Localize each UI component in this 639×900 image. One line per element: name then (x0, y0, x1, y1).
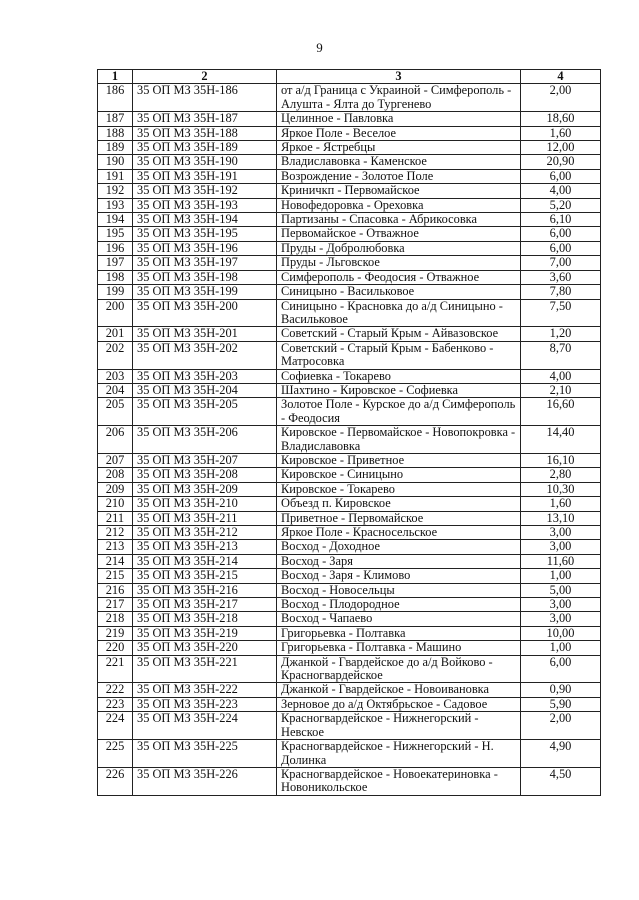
road-code: 35 ОП МЗ 35Н-190 (133, 155, 277, 169)
road-length: 2,10 (521, 383, 601, 397)
road-code: 35 ОП МЗ 35Н-226 (133, 767, 277, 795)
road-code: 35 ОП МЗ 35Н-194 (133, 213, 277, 227)
table-row (98, 227, 601, 241)
road-name: Яркое - Ястребцы (277, 141, 521, 155)
table-row (98, 683, 601, 697)
road-name: Партизаны - Спасовка - Абрикосовка (277, 213, 521, 227)
road-length: 16,60 (521, 398, 601, 426)
road-length: 11,60 (521, 554, 601, 568)
road-code: 35 ОП МЗ 35Н-186 (133, 84, 277, 112)
road-length: 3,00 (521, 598, 601, 612)
road-name: Восход - Плодородное (277, 598, 521, 612)
road-name: Восход - Заря - Климово (277, 569, 521, 583)
road-code: 35 ОП МЗ 35Н-200 (133, 299, 277, 327)
road-name: Синицыно - Васильковое (277, 285, 521, 299)
table-row (98, 468, 601, 482)
table-row (98, 497, 601, 511)
table-row (98, 641, 601, 655)
table-row (98, 184, 601, 198)
road-length: 4,00 (521, 184, 601, 198)
row-number: 195 (98, 227, 133, 241)
road-code: 35 ОП МЗ 35Н-209 (133, 482, 277, 496)
header-col-3: 3 (277, 70, 521, 84)
table-row (98, 554, 601, 568)
table-row (98, 398, 601, 426)
header-col-4: 4 (521, 70, 601, 84)
table-row (98, 583, 601, 597)
row-number: 221 (98, 655, 133, 683)
row-number: 193 (98, 198, 133, 212)
row-number: 188 (98, 126, 133, 140)
table-row (98, 299, 601, 327)
road-code: 35 ОП МЗ 35Н-213 (133, 540, 277, 554)
road-code: 35 ОП МЗ 35Н-189 (133, 141, 277, 155)
road-name: Кировское - Токарево (277, 482, 521, 496)
road-code: 35 ОП МЗ 35Н-219 (133, 626, 277, 640)
road-length: 0,90 (521, 683, 601, 697)
road-length: 6,00 (521, 169, 601, 183)
road-code: 35 ОП МЗ 35Н-201 (133, 327, 277, 341)
road-name: Григорьевка - Полтавка - Машино (277, 641, 521, 655)
road-length: 3,00 (521, 612, 601, 626)
road-code: 35 ОП МЗ 35Н-202 (133, 341, 277, 369)
road-code: 35 ОП МЗ 35Н-206 (133, 426, 277, 454)
road-length: 1,20 (521, 327, 601, 341)
row-number: 192 (98, 184, 133, 198)
road-code: 35 ОП МЗ 35Н-207 (133, 453, 277, 467)
road-code: 35 ОП МЗ 35Н-222 (133, 683, 277, 697)
road-length: 1,00 (521, 569, 601, 583)
road-name: от а/д Граница с Украиной - Симферополь - Алушта - Ялта до Тургенево (277, 84, 521, 112)
table-row (98, 626, 601, 640)
table-row (98, 341, 601, 369)
row-number: 220 (98, 641, 133, 655)
road-name: Яркое Поле - Красносельское (277, 526, 521, 540)
road-length: 3,00 (521, 526, 601, 540)
road-name: Советский - Старый Крым - Бабенково - Матросовка (277, 341, 521, 369)
table-row (98, 740, 601, 768)
road-code: 35 ОП МЗ 35Н-210 (133, 497, 277, 511)
table-row (98, 526, 601, 540)
road-code: 35 ОП МЗ 35Н-193 (133, 198, 277, 212)
road-name: Джанкой - Гвардейское до а/д Войково - Красногвардейское (277, 655, 521, 683)
road-name: Криничкп - Первомайское (277, 184, 521, 198)
row-number: 191 (98, 169, 133, 183)
road-name: Восход - Чапаево (277, 612, 521, 626)
road-code: 35 ОП МЗ 35Н-203 (133, 369, 277, 383)
table-row (98, 155, 601, 169)
road-code: 35 ОП МЗ 35Н-196 (133, 241, 277, 255)
table-row (98, 112, 601, 126)
table-row (98, 767, 601, 795)
road-length: 4,50 (521, 767, 601, 795)
row-number: 207 (98, 453, 133, 467)
row-number: 204 (98, 383, 133, 397)
row-number: 196 (98, 241, 133, 255)
road-name: Восход - Доходное (277, 540, 521, 554)
row-number: 218 (98, 612, 133, 626)
road-name: Яркое Поле - Веселое (277, 126, 521, 140)
row-number: 214 (98, 554, 133, 568)
row-number: 206 (98, 426, 133, 454)
road-name: Пруды - Льговское (277, 256, 521, 270)
table-row (98, 612, 601, 626)
road-name: Кировское - Приветное (277, 453, 521, 467)
road-code: 35 ОП МЗ 35Н-218 (133, 612, 277, 626)
table-row (98, 426, 601, 454)
row-number: 222 (98, 683, 133, 697)
road-code: 35 ОП МЗ 35Н-220 (133, 641, 277, 655)
road-name: Красногвардейское - Нижнегорский - Невское (277, 712, 521, 740)
row-number: 223 (98, 697, 133, 711)
road-code: 35 ОП МЗ 35Н-198 (133, 270, 277, 284)
road-length: 10,30 (521, 482, 601, 496)
road-length: 7,00 (521, 256, 601, 270)
table-row (98, 569, 601, 583)
row-number: 197 (98, 256, 133, 270)
table-row (98, 540, 601, 554)
row-number: 213 (98, 540, 133, 554)
table-row (98, 169, 601, 183)
row-number: 202 (98, 341, 133, 369)
road-name: Софиевка - Токарево (277, 369, 521, 383)
table-row (98, 198, 601, 212)
road-length: 7,50 (521, 299, 601, 327)
road-code: 35 ОП МЗ 35Н-224 (133, 712, 277, 740)
table-row (98, 453, 601, 467)
road-code: 35 ОП МЗ 35Н-187 (133, 112, 277, 126)
row-number: 198 (98, 270, 133, 284)
page-number: 9 (316, 40, 323, 55)
row-number: 201 (98, 327, 133, 341)
row-number: 205 (98, 398, 133, 426)
table-row (98, 126, 601, 140)
road-code: 35 ОП МЗ 35Н-214 (133, 554, 277, 568)
roads-table (97, 69, 601, 796)
table-row (98, 256, 601, 270)
road-name: Синицыно - Красновка до а/д Синицыно - Васильковое (277, 299, 521, 327)
road-length: 1,00 (521, 641, 601, 655)
road-length: 5,00 (521, 583, 601, 597)
road-name: Первомайское - Отважное (277, 227, 521, 241)
table-row (98, 213, 601, 227)
road-length: 6,00 (521, 655, 601, 683)
road-name: Красногвардейское - Новоекатериновка - Новоникольское (277, 767, 521, 795)
table-row (98, 697, 601, 711)
header-col-1: 1 (98, 70, 133, 84)
road-length: 2,80 (521, 468, 601, 482)
row-number: 215 (98, 569, 133, 583)
road-length: 4,00 (521, 369, 601, 383)
row-number: 203 (98, 369, 133, 383)
road-code: 35 ОП МЗ 35Н-192 (133, 184, 277, 198)
road-length: 6,10 (521, 213, 601, 227)
road-code: 35 ОП МЗ 35Н-195 (133, 227, 277, 241)
table-row (98, 327, 601, 341)
row-number: 209 (98, 482, 133, 496)
road-length: 16,10 (521, 453, 601, 467)
road-name: Пруды - Добролюбовка (277, 241, 521, 255)
road-code: 35 ОП МЗ 35Н-205 (133, 398, 277, 426)
road-length: 5,20 (521, 198, 601, 212)
table-row (98, 84, 601, 112)
road-length: 2,00 (521, 84, 601, 112)
row-number: 225 (98, 740, 133, 768)
road-code: 35 ОП МЗ 35Н-215 (133, 569, 277, 583)
road-code: 35 ОП МЗ 35Н-223 (133, 697, 277, 711)
road-length: 20,90 (521, 155, 601, 169)
road-length: 13,10 (521, 511, 601, 525)
road-length: 10,00 (521, 626, 601, 640)
row-number: 194 (98, 213, 133, 227)
road-length: 7,80 (521, 285, 601, 299)
road-code: 35 ОП МЗ 35Н-191 (133, 169, 277, 183)
road-code: 35 ОП МЗ 35Н-204 (133, 383, 277, 397)
road-length: 14,40 (521, 426, 601, 454)
road-name: Возрождение - Золотое Поле (277, 169, 521, 183)
road-length: 2,00 (521, 712, 601, 740)
row-number: 219 (98, 626, 133, 640)
row-number: 217 (98, 598, 133, 612)
road-name: Приветное - Первомайское (277, 511, 521, 525)
row-number: 199 (98, 285, 133, 299)
road-name: Симферополь - Феодосия - Отважное (277, 270, 521, 284)
row-number: 200 (98, 299, 133, 327)
road-name: Объезд п. Кировское (277, 497, 521, 511)
row-number: 190 (98, 155, 133, 169)
road-name: Восход - Новосельцы (277, 583, 521, 597)
road-length: 12,00 (521, 141, 601, 155)
road-code: 35 ОП МЗ 35Н-225 (133, 740, 277, 768)
row-number: 187 (98, 112, 133, 126)
row-number: 208 (98, 468, 133, 482)
row-number: 186 (98, 84, 133, 112)
road-code: 35 ОП МЗ 35Н-208 (133, 468, 277, 482)
road-length: 18,60 (521, 112, 601, 126)
road-code: 35 ОП МЗ 35Н-188 (133, 126, 277, 140)
road-name: Зерновое до а/д Октябрьское - Садовое (277, 697, 521, 711)
table-row (98, 655, 601, 683)
road-name: Григорьевка - Полтавка (277, 626, 521, 640)
road-name: Кировское - Синицыно (277, 468, 521, 482)
road-length: 6,00 (521, 227, 601, 241)
table-row (98, 141, 601, 155)
table-body (98, 84, 601, 795)
table-row (98, 511, 601, 525)
row-number: 224 (98, 712, 133, 740)
road-code: 35 ОП МЗ 35Н-216 (133, 583, 277, 597)
row-number: 210 (98, 497, 133, 511)
road-code: 35 ОП МЗ 35Н-217 (133, 598, 277, 612)
table-row (98, 270, 601, 284)
row-number: 226 (98, 767, 133, 795)
road-name: Владиславовка - Каменское (277, 155, 521, 169)
row-number: 212 (98, 526, 133, 540)
table-row (98, 241, 601, 255)
table-header-row (98, 70, 601, 84)
table-row (98, 482, 601, 496)
road-name: Шахтино - Кировское - Софиевка (277, 383, 521, 397)
road-name: Целинное - Павловка (277, 112, 521, 126)
table-row (98, 598, 601, 612)
road-length: 4,90 (521, 740, 601, 768)
road-length: 3,00 (521, 540, 601, 554)
road-code: 35 ОП МЗ 35Н-199 (133, 285, 277, 299)
road-code: 35 ОП МЗ 35Н-212 (133, 526, 277, 540)
road-length: 1,60 (521, 126, 601, 140)
table-row (98, 712, 601, 740)
road-length: 6,00 (521, 241, 601, 255)
road-code: 35 ОП МЗ 35Н-197 (133, 256, 277, 270)
header-col-2: 2 (133, 70, 277, 84)
road-name: Советский - Старый Крым - Айвазовское (277, 327, 521, 341)
row-number: 189 (98, 141, 133, 155)
road-name: Золотое Поле - Курское до а/д Симферополь - Феодосия (277, 398, 521, 426)
road-name: Восход - Заря (277, 554, 521, 568)
row-number: 211 (98, 511, 133, 525)
table-row (98, 285, 601, 299)
table-row (98, 383, 601, 397)
row-number: 216 (98, 583, 133, 597)
road-length: 3,60 (521, 270, 601, 284)
road-name: Новофедоровка - Ореховка (277, 198, 521, 212)
road-name: Красногвардейское - Нижнегорский - Н. Долинка (277, 740, 521, 768)
road-name: Кировское - Первомайское - Новопокровка - Владиславовка (277, 426, 521, 454)
road-length: 1,60 (521, 497, 601, 511)
road-length: 8,70 (521, 341, 601, 369)
road-code: 35 ОП МЗ 35Н-221 (133, 655, 277, 683)
table-row (98, 369, 601, 383)
road-code: 35 ОП МЗ 35Н-211 (133, 511, 277, 525)
road-name: Джанкой - Гвардейское - Новоивановка (277, 683, 521, 697)
road-length: 5,90 (521, 697, 601, 711)
